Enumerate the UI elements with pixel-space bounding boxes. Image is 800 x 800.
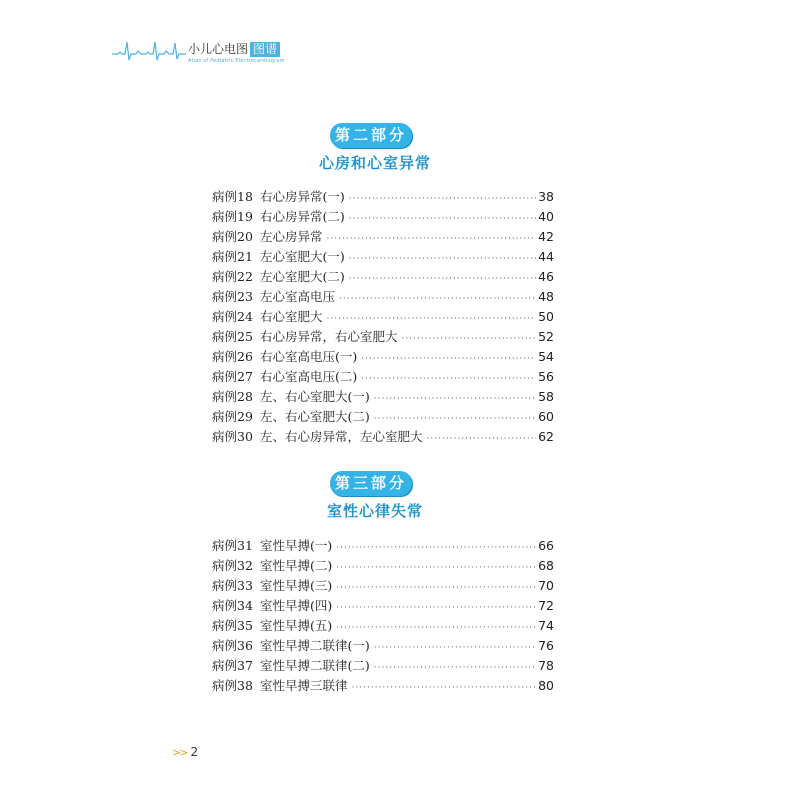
toc-leader-dots <box>345 254 536 264</box>
toc-entry-title: 右心室高电压(二) <box>260 369 358 384</box>
toc-page-number: 44 <box>538 249 554 264</box>
toc-page-number: 46 <box>538 269 554 284</box>
toc-entry[interactable] <box>212 327 554 347</box>
toc-page-number: 76 <box>538 638 554 653</box>
toc-entry-title: 室性早搏二联律(二) <box>260 658 370 673</box>
toc-entry-title: 室性早搏三联律 <box>260 678 348 693</box>
toc-case-number: 病例25 <box>212 329 253 344</box>
toc-case-number: 病例31 <box>212 538 253 553</box>
toc-case-number: 病例23 <box>212 289 253 304</box>
toc-entry[interactable] <box>212 656 554 676</box>
toc-page-number: 58 <box>538 389 554 404</box>
toc-leader-dots <box>370 414 536 424</box>
toc-entry-title: 左、右心室肥大(一) <box>260 389 370 404</box>
toc-page-number: 56 <box>538 369 554 384</box>
toc-entry[interactable] <box>212 307 554 327</box>
toc-case-number: 病例36 <box>212 638 253 653</box>
toc-leader-dots <box>357 374 536 384</box>
toc-entry[interactable] <box>212 367 554 387</box>
toc-entry[interactable] <box>212 407 554 427</box>
page-footer <box>172 745 198 759</box>
toc-leader-dots <box>348 683 536 693</box>
toc-entry-title: 室性早搏(一) <box>260 538 333 553</box>
toc-entry-title: 右心室肥大 <box>260 309 323 324</box>
toc-entry[interactable] <box>212 207 554 227</box>
toc-leader-dots <box>345 194 536 204</box>
toc-entry-title: 室性早搏(五) <box>260 618 333 633</box>
toc-entry[interactable] <box>212 596 554 616</box>
toc-entry-title: 左、右心室肥大(二) <box>260 409 370 424</box>
part-title-3: 室性心律失常 <box>326 502 423 520</box>
toc-page-number: 70 <box>538 578 554 593</box>
toc-case-number: 病例24 <box>212 309 253 324</box>
toc-leader-dots <box>423 434 536 444</box>
toc-entry-title: 右心房异常，右心室肥大 <box>260 329 398 344</box>
toc-page-number: 78 <box>538 658 554 673</box>
toc-entry[interactable] <box>212 676 554 696</box>
toc-entry-title: 左心房异常 <box>260 229 323 244</box>
toc-leader-dots <box>323 314 536 324</box>
toc-case-number: 病例35 <box>212 618 253 633</box>
part-badge-3: 第三部分 <box>330 471 412 496</box>
book-subtitle: Atlas of Pediatric Electrocardiogram <box>188 58 285 64</box>
toc-leader-dots <box>345 214 536 224</box>
toc-case-number: 病例19 <box>212 209 253 224</box>
toc-case-number: 病例33 <box>212 578 253 593</box>
toc-entry-title: 室性早搏(三) <box>260 578 333 593</box>
toc-leader-dots <box>332 583 536 593</box>
toc-leader-dots <box>332 603 536 613</box>
toc-entry[interactable] <box>212 636 554 656</box>
book-title-text: 小儿心电图 <box>188 42 249 56</box>
toc-entry-title: 室性早搏(四) <box>260 598 333 613</box>
toc-case-number: 病例34 <box>212 598 253 613</box>
toc-case-number: 病例30 <box>212 429 253 444</box>
toc-leader-dots <box>332 623 536 633</box>
toc-entry[interactable] <box>212 187 554 207</box>
toc-entry[interactable] <box>212 576 554 596</box>
toc-entry[interactable] <box>212 227 554 247</box>
toc-entry-title: 右心房异常(二) <box>260 209 345 224</box>
toc-page-number: 80 <box>538 678 554 693</box>
toc-page-number: 52 <box>538 329 554 344</box>
toc-page-number: 48 <box>538 289 554 304</box>
toc-entry[interactable] <box>212 287 554 307</box>
toc-entry[interactable] <box>212 247 554 267</box>
toc-case-number: 病例29 <box>212 409 253 424</box>
toc-page-number: 42 <box>538 229 554 244</box>
toc-entry[interactable] <box>212 387 554 407</box>
toc-entry[interactable] <box>212 536 554 556</box>
toc-case-number: 病例28 <box>212 389 253 404</box>
toc-page-number: 68 <box>538 558 554 573</box>
ecg-wave-icon <box>112 40 186 62</box>
toc-page-number: 74 <box>538 618 554 633</box>
toc-entry-title: 左心室肥大(一) <box>260 249 345 264</box>
toc-entry[interactable] <box>212 267 554 287</box>
toc-case-number: 病例20 <box>212 229 253 244</box>
toc-leader-dots <box>370 663 536 673</box>
toc-leader-dots <box>323 234 536 244</box>
chevron-right-icon: >> <box>172 746 187 759</box>
toc-page-number: 40 <box>538 209 554 224</box>
toc-case-number: 病例22 <box>212 269 253 284</box>
part-badge-2: 第二部分 <box>330 123 412 148</box>
part-title-2: 心房和心室异常 <box>318 154 431 172</box>
toc-list-part-3 <box>212 536 554 696</box>
toc-entry[interactable] <box>212 347 554 367</box>
toc-entry-title: 右心房异常(一) <box>260 189 345 204</box>
toc-case-number: 病例27 <box>212 369 253 384</box>
toc-case-number: 病例38 <box>212 678 253 693</box>
toc-page-number: 50 <box>538 309 554 324</box>
toc-page-number: 38 <box>538 189 554 204</box>
toc-page-number: 60 <box>538 409 554 424</box>
toc-leader-dots <box>398 334 536 344</box>
toc-leader-dots <box>370 394 536 404</box>
toc-entry-title: 室性早搏二联律(一) <box>260 638 370 653</box>
toc-entry[interactable] <box>212 556 554 576</box>
toc-entry-title: 右心室高电压(一) <box>260 349 358 364</box>
toc-case-number: 病例32 <box>212 558 253 573</box>
toc-page-number: 72 <box>538 598 554 613</box>
toc-case-number: 病例37 <box>212 658 253 673</box>
book-title <box>188 40 280 57</box>
toc-page-number: 62 <box>538 429 554 444</box>
book-badge: 图谱 <box>250 42 280 57</box>
toc-leader-dots <box>357 354 536 364</box>
toc-leader-dots <box>345 274 536 284</box>
page-number: 2 <box>190 745 199 759</box>
toc-case-number: 病例18 <box>212 189 253 204</box>
toc-page-number: 66 <box>538 538 554 553</box>
toc-entry-title: 左心室高电压 <box>260 289 336 304</box>
toc-leader-dots <box>332 543 536 553</box>
toc-entry-title: 左心室肥大(二) <box>260 269 345 284</box>
toc-entry[interactable] <box>212 427 554 447</box>
toc-entry-title: 左、右心房异常，左心室肥大 <box>260 429 423 444</box>
toc-list-part-2 <box>212 187 554 447</box>
toc-case-number: 病例21 <box>212 249 253 264</box>
toc-leader-dots <box>335 294 536 304</box>
toc-leader-dots <box>332 563 536 573</box>
toc-case-number: 病例26 <box>212 349 253 364</box>
running-header <box>112 36 292 76</box>
toc-leader-dots <box>370 643 536 653</box>
toc-entry-title: 室性早搏(二) <box>260 558 333 573</box>
toc-page-number: 54 <box>538 349 554 364</box>
toc-entry[interactable] <box>212 616 554 636</box>
